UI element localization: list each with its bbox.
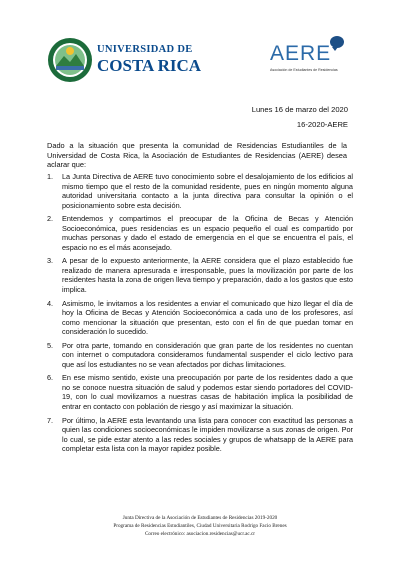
letter-date: Lunes 16 de marzo del 2020 xyxy=(251,105,348,114)
list-item xyxy=(47,416,353,454)
aere-logo xyxy=(268,32,358,86)
list-item xyxy=(47,341,353,370)
item-text: A pesar de lo expuesto anteriormente, la AERE considera que el plazo establecido fue realizado de manera apresurada e irresponsable, pues la movilización por parte de los residentes hasta la zona de origen lleva tiempo y preparación, dado a los gastos que esto implica. xyxy=(62,256,353,295)
intro-paragraph: Dado a la situación que presenta la comunidad de Residencias Estudiantiles de la Universidad de Costa Rica, la Asociación de Estudiantes de Residencias (AERE) desea aclarar que: xyxy=(47,141,347,170)
ucr-seal-logo xyxy=(46,36,94,84)
speech-bubble-icon xyxy=(330,36,344,48)
item-text: Por último, la AERE esta levantando una lista para conocer con exactitud las personas a quien las condiciones socioeconómicas le impiden movilizarse a sus zonas de origen. Por lo cual, se pide estar atento a las redes sociales y grupos de whatsapp de la AERE para completar esta lista con la mayor rapidez posible. xyxy=(62,415,353,454)
item-number: 6. xyxy=(47,373,54,383)
item-text: En ese mismo sentido, existe una preocupación por parte de los residentes dado a que no se conoce nuestra situación de salud y podemos estar siendo portadores del COVID-19, con lo cual movilizarnos a nuestras casas de habitación implica la posibilidad de entrar en contacto con población de riesgo y así maximizar la situación. xyxy=(62,373,353,412)
letter-date-block xyxy=(252,102,348,132)
item-number: 1. xyxy=(47,172,54,181)
item-number: 3. xyxy=(47,256,54,266)
item-number: 7. xyxy=(47,415,54,425)
item-number: 4. xyxy=(47,298,54,308)
ucr-name-line1: UNIVERSIDAD DE xyxy=(97,44,193,55)
footer xyxy=(0,514,400,538)
item-text: Asimismo, le invitamos a los residentes a enviar el comunicado que hizo llegar el día de hoy la Oficina de Becas y Atención Socioeconómica a cada uno de los profesores, así como mencionar la situación que presentan, esto con el fin de que puedan tomar en consideración lo sucedido. xyxy=(62,298,353,337)
ucr-wordmark xyxy=(97,45,201,74)
statement-list xyxy=(47,172,353,458)
list-item xyxy=(47,214,353,252)
item-number: 5. xyxy=(47,340,54,350)
aere-wordmark: AERE xyxy=(270,42,332,65)
list-item xyxy=(47,373,353,411)
ucr-name-line2: COSTA RICA xyxy=(97,55,202,75)
list-item xyxy=(47,172,353,210)
aere-subtitle: Asociación de Estudiantes de Residencias xyxy=(270,68,338,72)
letterhead xyxy=(0,36,400,86)
item-text: Por otra parte, tomando en consideración que gran parte de los residentes no cuentan con internet o computadora consideramos fundamental suspender el ciclo lectivo para que así los estudiantes no se vean afectados por dichas limitaciones. xyxy=(62,340,353,369)
list-item xyxy=(47,299,353,337)
footer-email: Correo electrónico: asociacion.residencias@ucr.ac.cr xyxy=(144,531,256,537)
item-number: 2. xyxy=(47,214,54,224)
footer-line-program: Programa de Residencias Estudiantiles, Ciudad Universitaria Rodrigo Facio Brenes xyxy=(113,523,287,529)
footer-line-board: Junta Directiva de la Asociación de Estudiantes de Residencias 2019-2020 xyxy=(122,515,278,521)
item-text: La Junta Directiva de AERE tuvo conocimiento sobre el desalojamiento de los edificios al mismo tiempo que el resto de la comunidad residente, pues en ningún momento alguna autoridad universitaria contacto a la junta directiva para consultar la opinión o el posicionamiento sobre esta decisión. xyxy=(62,172,353,210)
letter-reference: 16-2020-AERE xyxy=(296,120,348,129)
list-item xyxy=(47,256,353,294)
item-text: Entendemos y compartimos el preocupar de la Oficina de Becas y Atención Socioeconómica, pues residencias es un espacio pequeño el cual es compartido por muchas personas y dado el estado de emergencia en el que se encuentra el país, el espacio no es el más aconsejado. xyxy=(62,214,353,252)
